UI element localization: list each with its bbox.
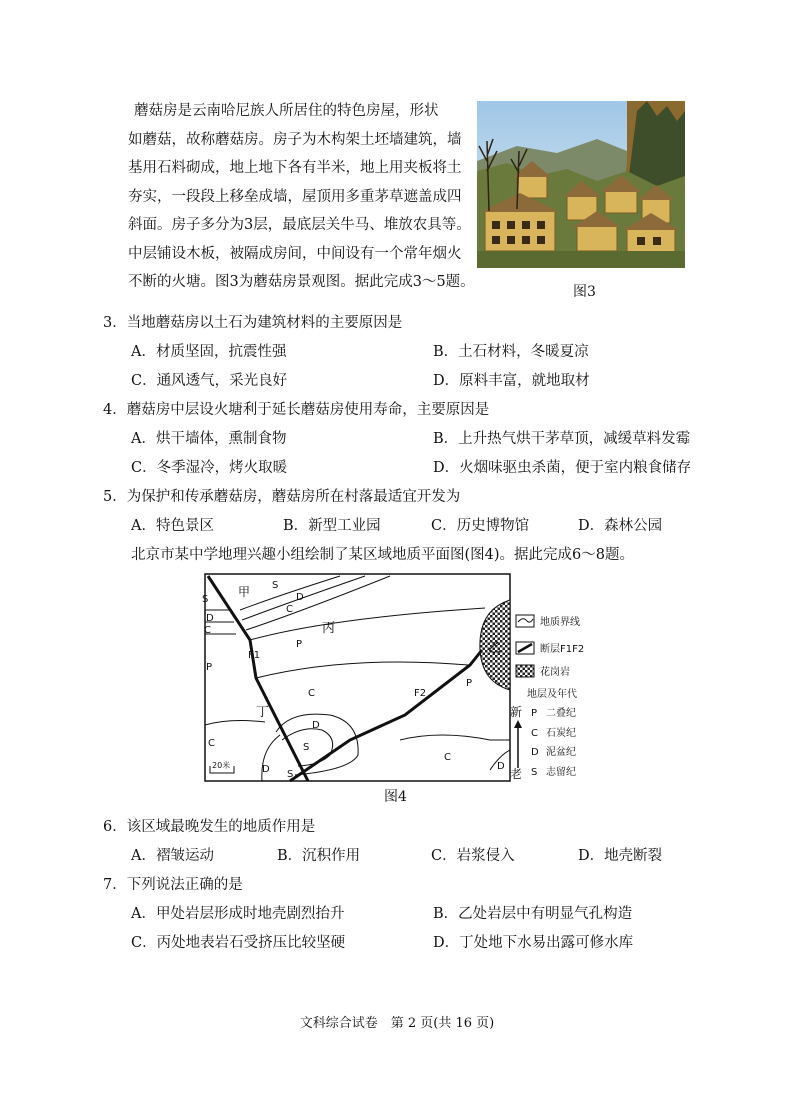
question-3-stem: 3．当地蘑菇房以土石为建筑材料的主要原因是 xyxy=(103,315,403,331)
legend-code-s: S xyxy=(531,767,538,778)
question-4-option-a[interactable]: A．烘干墙体，熏制食物 xyxy=(131,431,287,447)
label-f2: F2 xyxy=(414,688,427,699)
code-s-lower: S xyxy=(303,742,310,753)
legend-strata-title: 地层及年代 xyxy=(527,689,577,700)
code-d-bottom: D xyxy=(262,764,270,775)
question-7-stem: 7．下列说法正确的是 xyxy=(103,877,243,893)
question-4-option-b[interactable]: B．上升热气烘干茅草顶，减缓草料发霉 xyxy=(433,431,691,447)
geologic-map-figure xyxy=(190,570,630,785)
code-p-mid: P xyxy=(296,639,303,650)
question-3-option-b[interactable]: B．土石材料，冬暖夏凉 xyxy=(433,344,589,360)
code-c-lower-right: C xyxy=(444,752,451,763)
intro-paragraph xyxy=(128,97,475,297)
code-d-top: D xyxy=(296,592,304,603)
legend-code-p: P xyxy=(531,708,538,719)
question-7-option-b[interactable]: B．乙处岩层中有明显气孔构造 xyxy=(433,906,633,922)
legend-name-p: 二叠纪 xyxy=(546,708,576,719)
question-7-option-d[interactable]: D．丁处地下水易出露可修水库 xyxy=(433,935,634,951)
label-jia: 甲 xyxy=(238,585,251,599)
figure-4-caption: 图4 xyxy=(384,789,407,805)
question-5-option-c[interactable]: C．历史博物馆 xyxy=(431,518,530,534)
question-5-option-a[interactable]: A．特色景区 xyxy=(131,518,214,534)
intro-line: 夯实，一段段上移垒成墙，屋顶用多重茅草遮盖成四 xyxy=(128,188,462,205)
label-ding: 丁 xyxy=(256,705,270,720)
question-5-option-d[interactable]: D．森林公园 xyxy=(578,518,663,534)
landscape-illustration xyxy=(477,101,685,268)
question-4-option-d[interactable]: D．火烟味驱虫杀菌，便于室内粮食储存 xyxy=(433,460,692,476)
legend-boundary-label: 地质界线 xyxy=(540,617,580,628)
code-s-top: S xyxy=(272,580,279,591)
code-c-center: C xyxy=(308,688,315,699)
figure-3-caption: 图3 xyxy=(573,284,596,300)
intro-line: 中层铺设木板，被隔成房间，中间设有一个常年烟火 xyxy=(128,245,462,262)
label-f1: F1 xyxy=(248,650,261,661)
code-d-lower-right: D xyxy=(497,761,505,772)
intro-line: 蘑菇房是云南哈尼族人所居住的特色房屋，形状 xyxy=(134,103,439,119)
scale-label: 20米 xyxy=(212,761,231,770)
code-d-left: D xyxy=(206,613,214,624)
label-yi: 乙 xyxy=(488,641,502,656)
page-footer: 文科综合试卷 第 2 页(共 16 页) xyxy=(299,1016,495,1031)
mushroom-house-photo xyxy=(477,101,685,268)
question-3-option-c[interactable]: C．通风透气，采光良好 xyxy=(131,373,288,389)
question-6-option-d[interactable]: D．地壳断裂 xyxy=(578,848,663,864)
label-bing: 丙 xyxy=(322,621,336,636)
legend-old-label: 老 xyxy=(510,767,523,781)
question-5-stem: 5．为保护和传承蘑菇房，蘑菇房所在村落最适宜开发为 xyxy=(103,489,461,505)
question-4-option-c[interactable]: C．冬季湿冷，烤火取暖 xyxy=(131,460,288,476)
question-7-option-c[interactable]: C．丙处地表岩石受挤压比较坚硬 xyxy=(131,935,346,951)
intro-line: 斜面。房子多分为3层，最底层关牛马、堆放农具等。 xyxy=(128,217,471,233)
legend-fault-label: 断层F1F2 xyxy=(540,644,585,655)
intro-line: 如蘑菇，故称蘑菇房。房子为木构架土坯墙建筑，墙 xyxy=(128,131,462,148)
legend-name-s: 志留纪 xyxy=(546,767,576,778)
map-legend xyxy=(510,615,584,781)
age-arrow-head xyxy=(514,720,522,728)
legend-name-d: 泥盆纪 xyxy=(546,747,576,758)
code-c-lower-left: C xyxy=(208,738,215,749)
legend-granite-label: 花岗岩 xyxy=(540,667,570,678)
legend-code-c: C xyxy=(531,728,538,739)
legend-code-d: D xyxy=(531,747,539,758)
code-d-lower: D xyxy=(312,720,320,731)
intro-line: 基用石料砌成，地上地下各有半米，地上用夹板将土 xyxy=(128,160,462,176)
question-6-option-a[interactable]: A．褶皱运动 xyxy=(131,848,214,864)
question-6-option-c[interactable]: C．岩浆侵入 xyxy=(431,848,515,864)
question-6-stem: 6．该区域最晚发生的地质作用是 xyxy=(103,819,316,835)
question-7-option-a[interactable]: A．甲处岩层形成时地壳剧烈抬升 xyxy=(131,906,345,922)
code-s-bottom: S xyxy=(287,769,294,780)
code-s-left: S xyxy=(202,594,209,605)
question-6-option-b[interactable]: B．沉积作用 xyxy=(277,848,361,864)
code-c-left: C xyxy=(204,625,211,636)
question-4-stem: 4．蘑菇房中层设火塘利于延长蘑菇房使用寿命，主要原因是 xyxy=(103,402,490,418)
code-c-top: C xyxy=(286,604,293,615)
geologic-map xyxy=(190,570,630,785)
code-p-right: P xyxy=(466,678,473,689)
legend-new-label: 新 xyxy=(510,705,523,719)
map-intro-text: 北京市某中学地理兴趣小组绘制了某区域地质平面图(图4)。据此完成6～8题。 xyxy=(131,547,634,563)
code-p-left: P xyxy=(206,662,213,673)
question-5-option-b[interactable]: B．新型工业园 xyxy=(283,518,381,534)
question-3-option-d[interactable]: D．原料丰富，就地取材 xyxy=(433,373,590,389)
intro-line: 不断的火塘。图3为蘑菇房景观图。据此完成3～5题。 xyxy=(128,274,475,290)
question-3-option-a[interactable]: A．材质坚固，抗震性强 xyxy=(131,344,287,360)
map-frame xyxy=(205,574,510,781)
legend-name-c: 石炭纪 xyxy=(546,728,576,739)
